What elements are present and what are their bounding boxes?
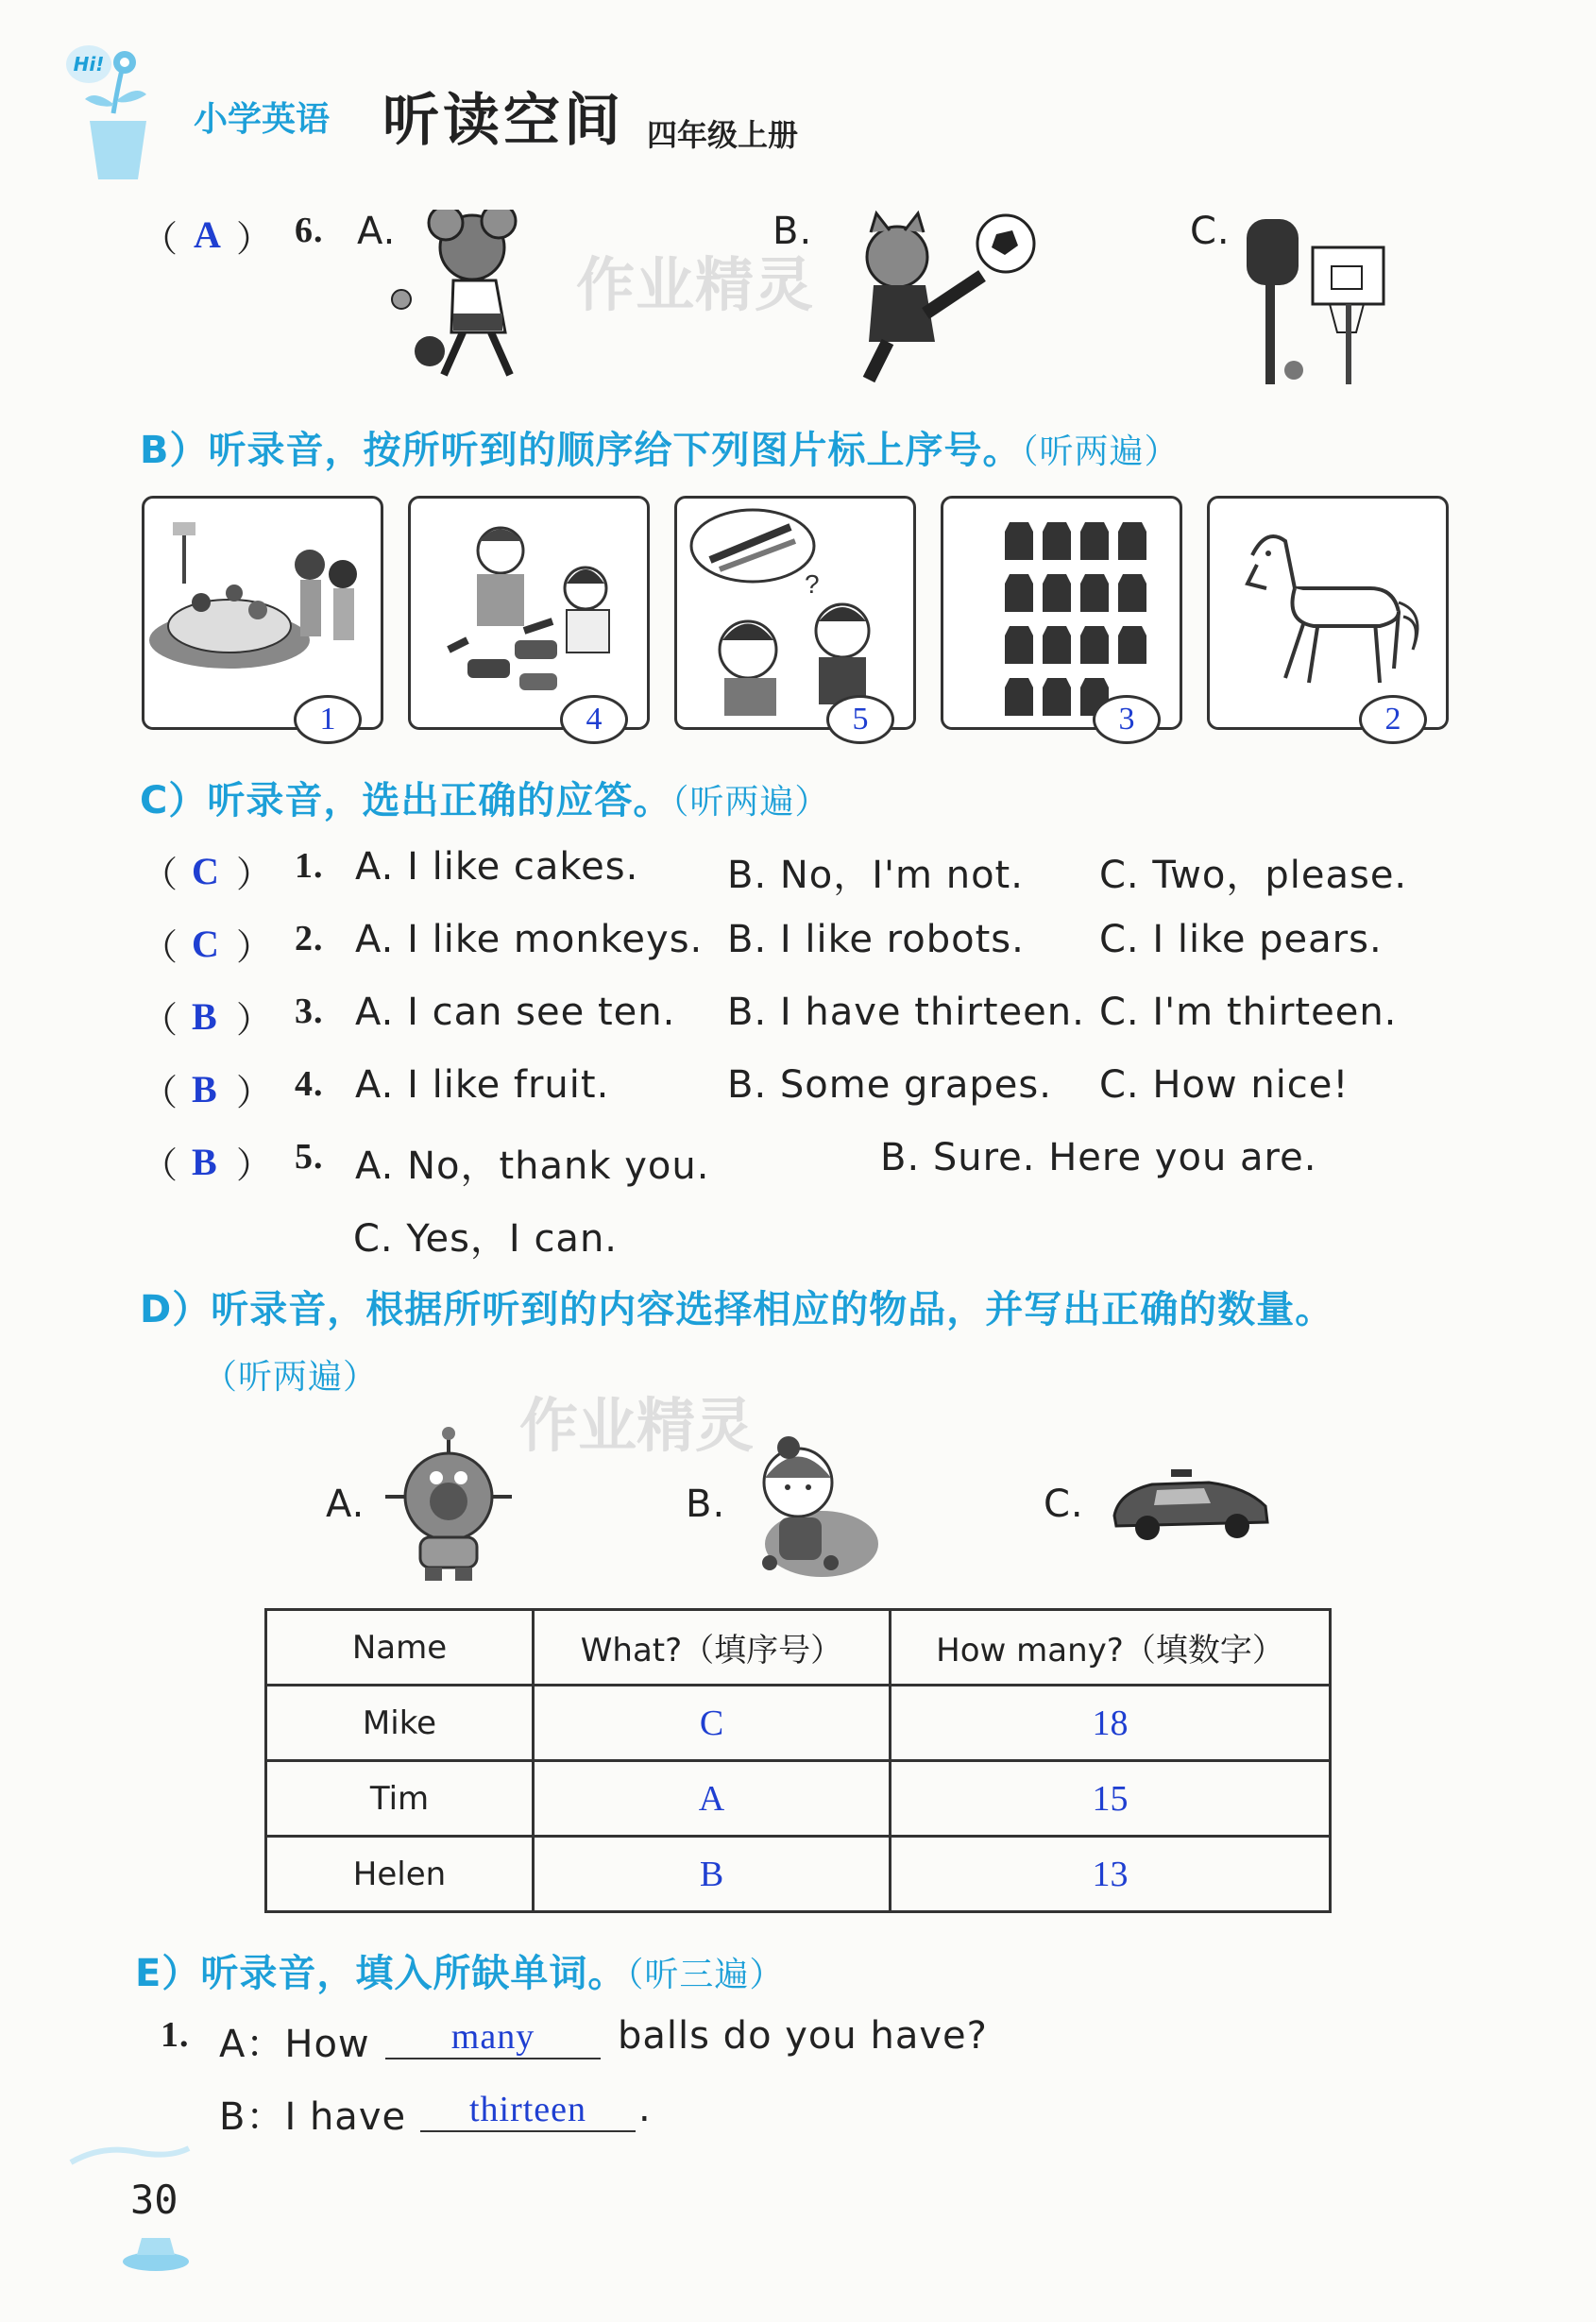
table-header-row [266,1610,1331,1686]
question-row: （ B ） 3. A. I can see ten. B. I have thirteen. C. I'm thirteen. [142,991,1398,1041]
blank-2[interactable]: thirteen [420,2089,636,2132]
line2-suffix: . [638,2087,652,2130]
picture-card [142,496,383,737]
section-b-title: B）听录音，按所听到的顺序给下列图片标上序号。（听两遍） [140,429,1180,472]
answer: C [192,923,220,965]
picture-card [674,496,916,737]
order-number-badge[interactable]: 1 [294,695,362,744]
question-number: 4. [295,1064,324,1104]
boys-pens-picture [677,499,913,727]
jackets-picture [943,499,1180,727]
order-number-badge[interactable]: 5 [826,695,894,744]
question-number: 5. [295,1137,324,1177]
option-a-label: A. [326,1483,365,1526]
option-c: C. Yes，I can. [353,1217,619,1261]
option-a: A. I can see ten. [355,991,676,1034]
subject-label: 小学英语 [194,100,331,139]
question-number: 3. [295,992,324,1031]
mouse-basketball-picture [387,210,576,389]
what-answer-cell[interactable]: A [534,1761,891,1837]
order-number-badge[interactable]: 4 [560,695,628,744]
question-row: （ C ） 2. A. I like monkeys. B. I like robots. C. I like pears. [142,918,1383,968]
line2-prefix: B：I have [219,2095,407,2139]
cat-soccer-picture [803,210,1048,389]
table-header-cell: Name [266,1610,534,1686]
table-row [266,1686,1331,1761]
question-row: （ B ） 5. A. No，thank you. B. Sure. Here you are. C. Yes，I can. [142,1136,1317,1261]
watermark: 作业精灵 [519,1391,755,1460]
option-b: B. I have thirteen. [727,991,1085,1034]
q6-option-b: B. [773,210,813,253]
name-cell: Mike [266,1686,534,1761]
table-row [266,1761,1331,1837]
how-many-answer-cell[interactable]: 18 [891,1686,1331,1761]
q6-number: 6. [295,211,324,250]
option-c: C. I like pears. [1099,918,1383,961]
option-a: A. I like fruit. [355,1063,610,1107]
answer: B [192,995,218,1038]
order-number-badge[interactable]: 2 [1359,695,1427,744]
watermark: 作业精灵 [576,250,815,319]
answer: C [192,850,220,892]
option-a: A. I like cakes. [355,845,639,889]
option-a: A. I like monkeys. [355,918,704,961]
option-b: B. Sure. Here you are. [880,1136,1317,1179]
option-b-label: B. [686,1483,726,1526]
picture-card [408,496,650,737]
children-toys-picture [144,499,381,727]
how-many-answer-cell[interactable]: 15 [891,1761,1331,1837]
q6-option-a: A. [357,210,397,253]
q6-answer: A [194,213,222,256]
hi-badge: Hi! [66,45,111,83]
order-number-badge[interactable]: 3 [1093,695,1161,744]
option-a: A. No，thank you. [355,1144,710,1188]
option-c: C. I'm thirteen. [1099,991,1398,1034]
line1-prefix: A：How [219,2023,370,2066]
table-header-cell: What?（填序号） [534,1610,891,1686]
boys-toy-cars-picture [411,499,647,727]
book-title: 听读空间 [382,88,624,154]
option-c: C. Two，please. [1099,854,1408,897]
what-answer-cell[interactable]: C [534,1686,891,1761]
option-b: B. I like robots. [727,918,1025,961]
grade-label: 四年级上册 [647,117,799,153]
option-b: B. Some grapes. [727,1063,1052,1107]
what-answer-cell[interactable]: B [534,1837,891,1912]
picture-card [1207,496,1449,737]
option-b: B. No，I'm not. [727,854,1024,897]
page-number: 30 [130,2177,178,2223]
section-d-tail: （听两遍） [203,1358,379,1397]
section-d-title: D）听录音，根据所听到的内容选择相应的物品，并写出正确的数量。 [140,1288,1334,1331]
answer: B [192,1141,218,1183]
line1-suffix: balls do you have? [618,2014,988,2058]
blank-1[interactable]: many [385,2016,601,2059]
svg-text:?: ? [805,569,820,599]
picture-card [941,496,1182,737]
question-row: （ B ） 4. A. I like fruit. B. Some grapes. C. How nice! [142,1063,1350,1113]
table-header-cell: How many?（填数字） [891,1610,1331,1686]
basketball-hoop-picture [1237,210,1398,389]
header [57,28,907,179]
section-e-title: E）听录音，填入所缺单词。（听三遍） [135,1952,785,1995]
question-number: 1. [161,2015,190,2055]
option-c-label: C. [1044,1483,1084,1526]
robot-picture [378,1426,519,1586]
name-cell: Helen [266,1837,534,1912]
section-c-title: C）听录音，选出正确的应答。（听两遍） [140,779,830,822]
question-row: （ C ） 1. A. I like cakes. B. No，I'm not. C. Two，please. [142,845,1408,897]
q6-option-c: C. [1190,210,1231,253]
table-row [266,1837,1331,1912]
name-cell: Tim [266,1761,534,1837]
question-number: 2. [295,919,324,958]
question-number: 1. [295,846,324,886]
doll-picture [737,1431,878,1582]
horse-picture [1210,499,1446,727]
answer-table [264,1608,1332,1913]
q6-row: （ A ） 6. A. B. C. 作业精灵 [142,210,1464,380]
option-c: C. How nice! [1099,1063,1350,1107]
car-picture [1105,1464,1275,1549]
fill-blank-question [161,2014,1294,2146]
how-many-answer-cell[interactable]: 13 [891,1837,1331,1912]
answer: B [192,1068,218,1110]
